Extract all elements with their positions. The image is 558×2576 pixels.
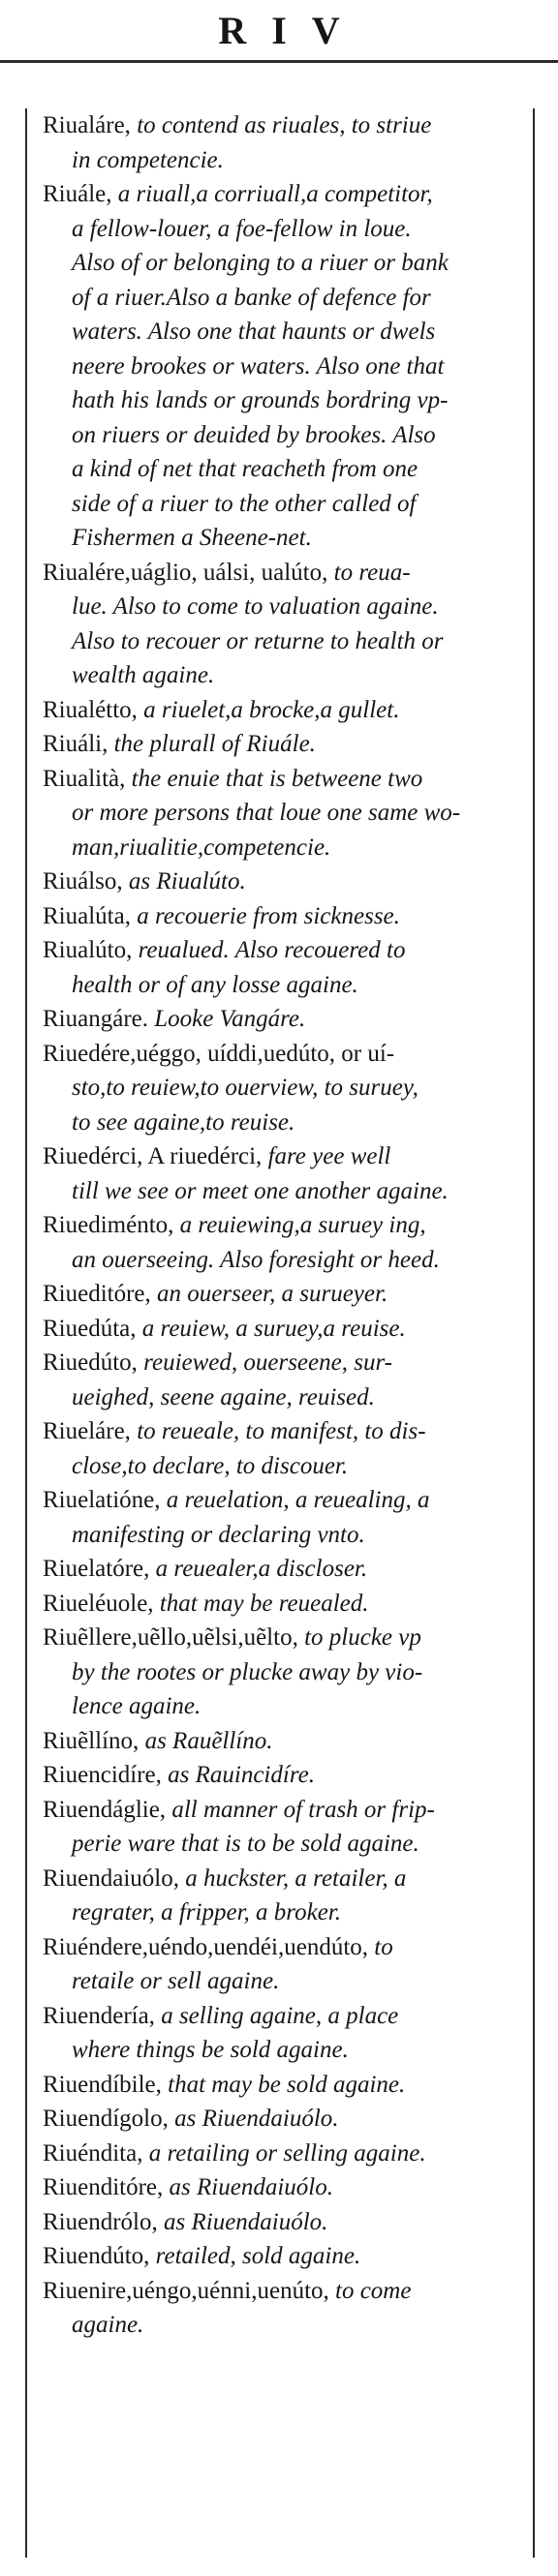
dictionary-entry xyxy=(43,1552,519,1587)
entry-headword: Riuedúto, xyxy=(43,1349,138,1376)
entry-definition: as Rauincidíre. xyxy=(168,1762,315,1788)
entry-headword: Riuále, xyxy=(43,181,112,207)
entry-continuation-line: perie ware that is to be sold againe. xyxy=(72,1831,419,1857)
entry-continuation-line: close,to declare, to discouer. xyxy=(72,1452,349,1479)
entry-definition: a reuealer,a discloser. xyxy=(155,1556,368,1582)
entry-definition: a recouerie from sicknesse. xyxy=(137,902,400,929)
entry-continuation-line: againe. xyxy=(72,2312,144,2338)
entry-definition: as Rauẽllíno. xyxy=(144,1727,273,1754)
entry-headword: Riuendaiuólo, xyxy=(43,1864,179,1892)
entry-definition: a reuelation, a reuealing, a xyxy=(166,1487,430,1513)
dictionary-entry xyxy=(43,2274,519,2343)
dictionary-entry xyxy=(43,2239,519,2274)
entry-continuation-line: Fishermen a Sheene-net. xyxy=(72,525,312,551)
entry-continuation-line: on riuers or deuided by brookes. Also xyxy=(72,421,436,448)
dictionary-entry xyxy=(43,1930,519,1999)
entry-continuation-line: in competencie. xyxy=(72,146,224,173)
entry-continuation-line: Also to recouer or returne to health or xyxy=(72,627,444,654)
dictionary-entry xyxy=(43,2102,519,2137)
entry-definition: that may be reuealed. xyxy=(159,1590,369,1617)
dictionary-entry xyxy=(43,933,519,1002)
entry-headword: Riuencidíre, xyxy=(43,1762,162,1788)
entry-continuation-line: retaile or sell againe. xyxy=(72,1968,280,1994)
entry-headword: Riualúto, xyxy=(43,937,133,963)
entry-headword: Riuedére,uéggo, uíddi,uedúto, or uí- xyxy=(43,1040,395,1067)
entry-headword: Riualúta, xyxy=(43,902,131,929)
entry-continuation-line: side of a riuer to the other called of xyxy=(72,490,417,517)
entry-headword: Riualáre, xyxy=(43,112,131,138)
dictionary-entry xyxy=(43,1002,519,1037)
dictionary-entry xyxy=(43,1758,519,1793)
entry-headword: Riualére,uáglio, uálsi, ualúto, xyxy=(43,559,328,586)
entry-definition: a reuiewing,a suruey ing, xyxy=(179,1212,426,1238)
entry-continuation-line: ueighed, seene againe, reuised. xyxy=(72,1383,375,1410)
entry-continuation-line: regrater, a fripper, a broker. xyxy=(72,1899,342,1925)
entry-definition: Looke Vangáre. xyxy=(154,1006,306,1032)
entry-definition: an ouerseer, a surueyer. xyxy=(157,1281,388,1307)
dictionary-entry xyxy=(43,1999,519,2068)
dictionary-entry xyxy=(43,762,519,865)
entry-continuation-line: sto,to reuiew,to ouerview, to suruey, xyxy=(72,1075,418,1101)
dictionary-entry xyxy=(43,1483,519,1552)
entry-definition: the enuie that is betweene two xyxy=(131,765,423,792)
entry-headword: Riuendíbile, xyxy=(43,2071,162,2098)
entry-headword: Riuẽllíno, xyxy=(43,1727,140,1754)
entry-continuation-line: wealth againe. xyxy=(72,662,215,688)
dictionary-entry xyxy=(43,1793,519,1862)
dictionary-entry xyxy=(43,1862,519,1930)
dictionary-entry xyxy=(43,108,519,177)
entry-headword: Riuangáre. xyxy=(43,1006,148,1032)
entry-headword: Riuendáglie, xyxy=(43,1796,167,1823)
dictionary-entry xyxy=(43,899,519,934)
entry-definition: a huckster, a retailer, a xyxy=(185,1864,407,1892)
entry-headword: Riueláre, xyxy=(43,1418,131,1444)
entry-definition: the plurall of Riuále. xyxy=(113,731,316,757)
entry-definition: a selling againe, a place xyxy=(161,2002,399,2029)
entry-continuation-line: hath his lands or grounds bordring vp- xyxy=(72,387,449,413)
page-header xyxy=(0,0,558,63)
entry-headword: Riuedúta, xyxy=(43,1315,137,1342)
dictionary-column xyxy=(25,108,535,2558)
entry-continuation-line: lue. Also to come to valuation againe. xyxy=(72,593,439,620)
entry-continuation-line: health or of any losse againe. xyxy=(72,971,358,998)
entry-continuation-line: till we see or meet one another againe. xyxy=(72,1177,449,1204)
entry-continuation-line: by the rootes or plucke away by vio- xyxy=(72,1658,423,1685)
entry-headword: Riuéndere,uéndo,uendéi,uendúto, xyxy=(43,1933,369,1960)
entry-list xyxy=(43,108,519,2343)
entry-continuation-line: Also of or belonging to a riuer or bank xyxy=(72,250,449,276)
entry-headword: Riuendería, xyxy=(43,2002,155,2029)
entry-headword: Riuẽllere,uẽllo,uẽlsi,uẽlto, xyxy=(43,1624,298,1651)
entry-definition: fare yee well xyxy=(267,1143,391,1169)
entry-headword: Riuelatóre, xyxy=(43,1556,150,1582)
entry-continuation-line: neere brookes or waters. Also one that xyxy=(72,352,445,379)
dictionary-entry xyxy=(43,1414,519,1483)
entry-definition: reuiewed, ouerseene, sur- xyxy=(143,1349,393,1376)
dictionary-entry xyxy=(43,1621,519,1724)
entry-headword: Riuenditóre, xyxy=(43,2174,164,2200)
dictionary-entry xyxy=(43,864,519,899)
dictionary-entry xyxy=(43,1312,519,1347)
dictionary-entry xyxy=(43,177,519,556)
entry-definition: to plucke vp xyxy=(304,1624,421,1651)
entry-headword: Riuelatióne, xyxy=(43,1487,161,1513)
entry-continuation-line: manifesting or declaring vnto. xyxy=(72,1521,365,1548)
entry-continuation-line: to see againe,to reuise. xyxy=(72,1108,295,1136)
entry-definition: a retailing or selling againe. xyxy=(148,2139,426,2167)
entry-headword: Riuálso, xyxy=(43,868,123,894)
entry-headword: Riuáli, xyxy=(43,731,108,757)
entry-headword: Riuedérci, A riuedérci, xyxy=(43,1143,263,1169)
entry-definition: as Riuendaiuólo. xyxy=(174,2106,339,2132)
entry-headword: Riuendúto, xyxy=(43,2243,150,2269)
entry-definition: all manner of trash or frip- xyxy=(171,1796,435,1823)
entry-headword: Riuenire,uéngo,uénni,uenúto, xyxy=(43,2277,329,2304)
entry-definition: a riuall,a corriuall,a competitor, xyxy=(117,181,433,207)
entry-continuation-line: lence againe. xyxy=(72,1693,202,1719)
dictionary-entry xyxy=(43,556,519,693)
entry-definition: retailed, sold againe. xyxy=(155,2243,361,2269)
entry-headword: Riuediménto, xyxy=(43,1212,174,1238)
entry-definition: as Riuendaiuólo. xyxy=(164,2208,328,2235)
entry-continuation-line: or more persons that loue one same wo- xyxy=(72,800,461,826)
entry-headword: Riuendígolo, xyxy=(43,2106,169,2132)
page-title: RIV xyxy=(218,9,365,52)
entry-definition: to come xyxy=(335,2277,412,2304)
dictionary-entry xyxy=(43,2068,519,2103)
entry-definition: to xyxy=(374,1933,393,1960)
entry-headword: Riuéndita, xyxy=(43,2139,143,2167)
entry-headword: Riuendrólo, xyxy=(43,2208,158,2235)
entry-continuation-line: waters. Also one that haunts or dwels xyxy=(72,318,436,345)
entry-definition: a reuiew, a suruey,a reuise. xyxy=(141,1315,406,1342)
entry-definition: that may be sold againe. xyxy=(168,2071,406,2098)
entry-continuation-line: a kind of net that reacheth from one xyxy=(72,456,418,482)
entry-definition: to reua- xyxy=(333,559,411,586)
entry-headword: Riualétto, xyxy=(43,696,138,723)
dictionary-entry xyxy=(43,1208,519,1277)
dictionary-entry xyxy=(43,1037,519,1140)
entry-headword: Riueléuole, xyxy=(43,1590,154,1617)
dictionary-entry xyxy=(43,727,519,762)
entry-headword: Riueditóre, xyxy=(43,1281,151,1307)
dictionary-entry xyxy=(43,1587,519,1621)
entry-headword: Riualità, xyxy=(43,765,126,792)
dictionary-entry xyxy=(43,1139,519,1208)
entry-definition: to contend as riuales, to striue xyxy=(137,112,432,138)
entry-continuation-line: an ouerseeing. Also foresight or heed. xyxy=(72,1246,440,1273)
entry-continuation-line: of a riuer.Also a banke of defence for xyxy=(72,284,431,311)
entry-definition: as Riualúto. xyxy=(128,868,246,894)
dictionary-entry xyxy=(43,693,519,728)
entry-definition: a riuelet,a brocke,a gullet. xyxy=(143,696,400,723)
dictionary-entry xyxy=(43,2137,519,2171)
dictionary-entry xyxy=(43,2205,519,2240)
entry-definition: as Riuendaiuólo. xyxy=(169,2174,333,2200)
entry-continuation-line: man,riualitie,competencie. xyxy=(72,833,331,861)
entry-definition: reualued. Also recouered to xyxy=(138,937,406,963)
dictionary-entry xyxy=(43,1277,519,1312)
dictionary-entry xyxy=(43,1724,519,1759)
entry-continuation-line: where things be sold againe. xyxy=(72,2037,349,2063)
entry-continuation-line: a fellow-louer, a foe-fellow in loue. xyxy=(72,215,412,242)
dictionary-entry xyxy=(43,1346,519,1414)
entry-definition: to reueale, to manifest, to dis- xyxy=(137,1418,426,1444)
dictionary-entry xyxy=(43,2170,519,2205)
